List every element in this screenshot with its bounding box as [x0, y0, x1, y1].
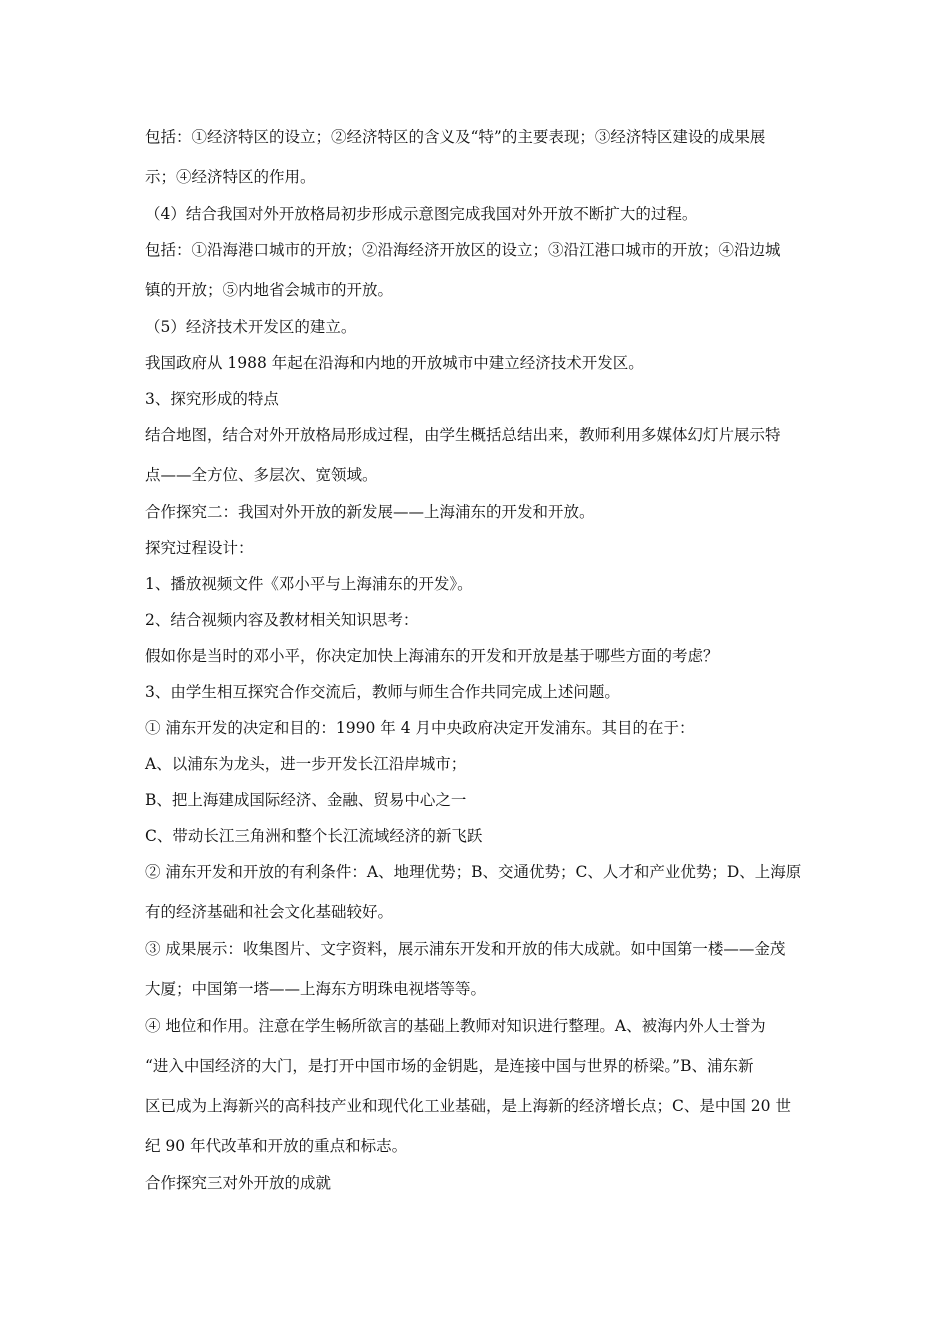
text-line: 假如你是当时的邓小平，你决定加快上海浦东的开发和开放是基于哪些方面的考虑？	[145, 647, 719, 665]
text-line: 2、结合视频内容及教材相关知识思考：	[145, 611, 419, 629]
text-line: 镇的开放；⑤内地省会城市的开放。	[145, 281, 394, 299]
text-line: 大厦；中国第一塔——上海东方明珠电视塔等等。	[145, 980, 487, 998]
text-line: C、带动长江三角洲和整个长江流域经济的新飞跃	[145, 827, 483, 845]
section-heading: 合作探究二：我国对外开放的新发展——上海浦东的开发和开放。	[145, 503, 595, 521]
section-heading: 合作探究三对外开放的成就	[145, 1174, 332, 1192]
text-line: 包括：①沿海港口城市的开放；②沿海经济开放区的设立；③沿江港口城市的开放；④沿边城	[145, 241, 781, 259]
text-line: B、把上海建成国际经济、金融、贸易中心之一	[145, 791, 467, 809]
text-line: （4）结合我国对外开放格局初步形成示意图完成我国对外开放不断扩大的过程。	[145, 205, 698, 223]
text-line: “进入中国经济的大门，是打开中国市场的金钥匙，是连接中国与世界的桥梁。”B、浦东新	[145, 1057, 754, 1075]
text-line: 3、由学生相互探究合作交流后，教师与师生合作共同完成上述问题。	[145, 683, 620, 701]
text-line: 示；④经济特区的作用。	[145, 168, 316, 186]
text-line: （5）经济技术开发区的建立。	[145, 318, 357, 336]
text-line: 有的经济基础和社会文化基础较好。	[145, 903, 394, 921]
text-line: 结合地图，结合对外开放格局形成过程，由学生概括总结出来，教师利用多媒体幻灯片展示特	[145, 426, 781, 444]
text-line: ④ 地位和作用。注意在学生畅所欲言的基础上教师对知识进行整理。A、被海内外人士誉为	[145, 1017, 766, 1035]
text-line: ① 浦东开发的决定和目的：1990 年 4 月中央政府决定开发浦东。其目的在于：	[145, 719, 695, 737]
text-line: 1、播放视频文件《邓小平与上海浦东的开发》。	[145, 575, 473, 593]
text-line: 点——全方位、多层次、宽领域。	[145, 466, 378, 484]
text-line: ③ 成果展示：收集图片、文字资料，展示浦东开发和开放的伟大成就。如中国第一楼——金茂	[145, 940, 786, 958]
text-line: 包括：①经济特区的设立；②经济特区的含义及“特”的主要表现；③经济特区建设的成果展	[145, 128, 766, 146]
section-heading: 3、探究形成的特点	[145, 390, 279, 408]
text-line: ② 浦东开发和开放的有利条件：A、地理优势；B、交通优势；C、人才和产业优势；D、上海原	[145, 863, 802, 881]
text-line: 我国政府从 1988 年起在沿海和内地的开放城市中建立经济技术开发区。	[145, 354, 644, 372]
text-line: 探究过程设计：	[145, 539, 254, 557]
text-line: 区已成为上海新兴的高科技产业和现代化工业基础，是上海新的经济增长点；C、是中国 20 世	[145, 1097, 791, 1115]
text-line: 纪 90 年代改革和开放的重点和标志。	[145, 1137, 408, 1155]
text-line: A、以浦东为龙头，进一步开发长江沿岸城市；	[145, 755, 467, 773]
